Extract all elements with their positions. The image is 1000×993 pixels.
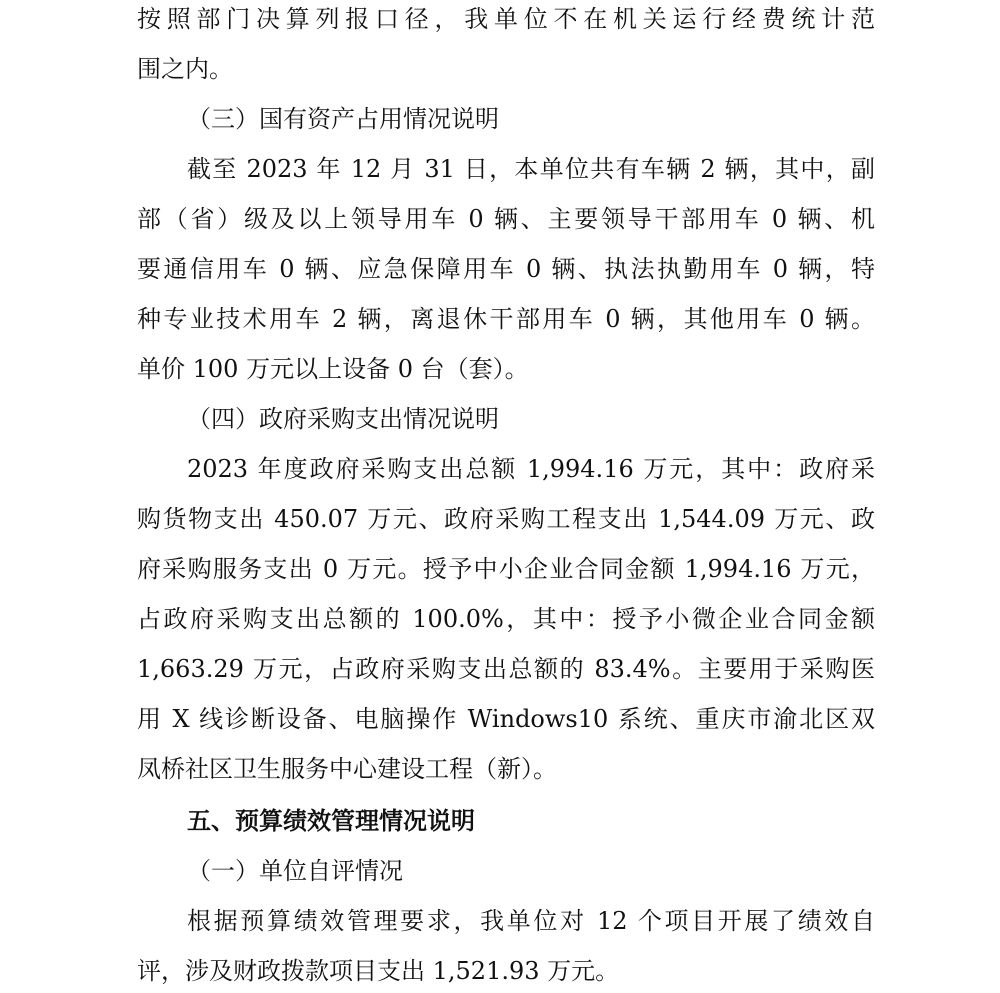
section-heading-assets: （三）国有资产占用情况说明 [187, 105, 499, 133]
paragraph-line: 按照部门决算列报口径，我单位不在机关运行经费统计范 [137, 5, 875, 33]
paragraph-line: 根据预算绩效管理要求，我单位对 12 个项目开展了绩效自 [187, 907, 875, 935]
paragraph-line: 购货物支出 450.07 万元、政府采购工程支出 1,544.09 万元、政 [137, 505, 875, 533]
paragraph-line: 部（省）级及以上领导用车 0 辆、主要领导干部用车 0 辆、机 [137, 205, 875, 233]
paragraph-line: 要通信用车 0 辆、应急保障用车 0 辆、执法执勤用车 0 辆，特 [137, 255, 875, 283]
paragraph-line: 府采购服务支出 0 万元。授予中小企业合同金额 1,994.16 万元， [137, 555, 875, 583]
section-heading-procurement: （四）政府采购支出情况说明 [187, 405, 499, 433]
paragraph-line: 评，涉及财政拨款项目支出 1,521.93 万元。 [137, 957, 620, 985]
paragraph-line: 种专业技术用车 2 辆，离退休干部用车 0 辆，其他用车 0 辆。 [137, 305, 875, 333]
paragraph-line: 凤桥社区卫生服务中心建设工程（新）。 [137, 755, 557, 783]
subsection-heading-self-evaluation: （一）单位自评情况 [187, 857, 403, 885]
paragraph-line: 单价 100 万元以上设备 0 台（套）。 [137, 355, 529, 383]
paragraph-line: 1,663.29 万元，占政府采购支出总额的 83.4%。主要用于采购医 [137, 655, 875, 683]
section-heading-performance: 五、预算绩效管理情况说明 [187, 807, 475, 835]
paragraph-line: 占政府采购支出总额的 100.0%，其中：授予小微企业合同金额 [137, 605, 875, 633]
paragraph-line: 截至 2023 年 12 月 31 日，本单位共有车辆 2 辆，其中，副 [187, 155, 875, 183]
paragraph-line: 2023 年度政府采购支出总额 1,994.16 万元，其中：政府采 [187, 455, 875, 483]
paragraph-line: 用 X 线诊断设备、电脑操作 Windows10 系统、重庆市渝北区双 [137, 705, 875, 733]
paragraph-line: 围之内。 [137, 55, 233, 83]
